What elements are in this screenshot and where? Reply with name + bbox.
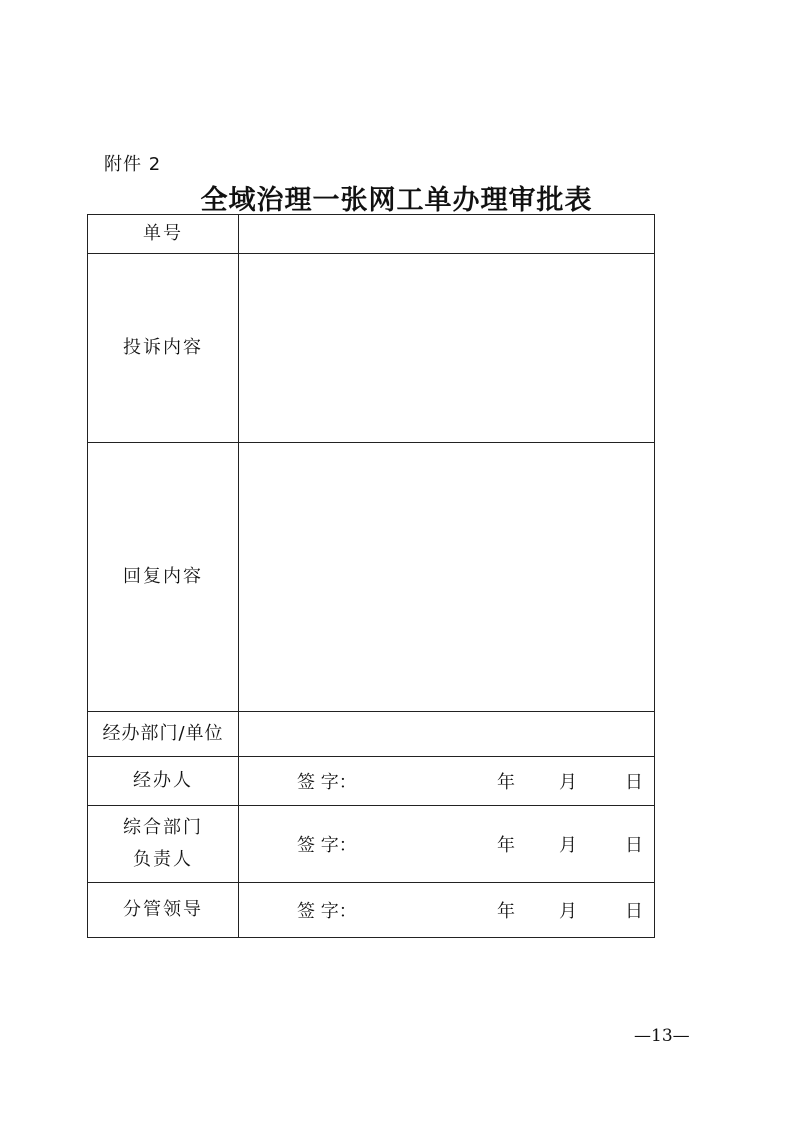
- general-head-label-line1: 综合部门: [123, 817, 203, 838]
- row-complaint: [88, 254, 655, 443]
- row-general-head: [88, 806, 655, 883]
- leader-sign-cell[interactable]: [239, 883, 655, 938]
- row-leader: [88, 883, 655, 938]
- row-handler: [88, 757, 655, 806]
- reply-label: 回复内容: [88, 443, 239, 712]
- row-dept: [88, 712, 655, 757]
- dept-label: 经办部门/单位: [88, 712, 239, 757]
- day-label: 日: [625, 772, 643, 793]
- dept-field[interactable]: [239, 712, 655, 757]
- general-head-label: [88, 806, 239, 883]
- row-order-no: [88, 215, 655, 254]
- complaint-label: 投诉内容: [88, 254, 239, 443]
- order-no-field[interactable]: [239, 215, 655, 254]
- reply-field[interactable]: [239, 443, 655, 712]
- handler-label: 经办人: [88, 757, 239, 806]
- day-label: 日: [625, 835, 643, 856]
- month-label: 月: [559, 835, 577, 856]
- order-no-label: 单号: [88, 215, 239, 254]
- sign-label: 签 字：: [297, 772, 357, 793]
- year-label: 年: [497, 772, 515, 793]
- year-label: 年: [497, 835, 515, 856]
- month-label: 月: [559, 901, 577, 922]
- year-label: 年: [497, 901, 515, 922]
- day-label: 日: [625, 901, 643, 922]
- row-reply: [88, 443, 655, 712]
- page-number: —13—: [634, 1026, 690, 1046]
- general-head-label-line2: 负责人: [133, 849, 193, 870]
- form-title: 全域治理一张网工单办理审批表: [200, 185, 593, 216]
- sign-label: 签 字：: [297, 901, 357, 922]
- general-head-sign-cell[interactable]: [239, 806, 655, 883]
- month-label: 月: [559, 772, 577, 793]
- complaint-field[interactable]: [239, 254, 655, 443]
- sign-label: 签 字：: [297, 835, 357, 856]
- handler-sign-cell[interactable]: [239, 757, 655, 806]
- attachment-label: 附件 2: [104, 154, 162, 175]
- leader-label: 分管领导: [88, 883, 239, 938]
- approval-form-table: [87, 214, 655, 938]
